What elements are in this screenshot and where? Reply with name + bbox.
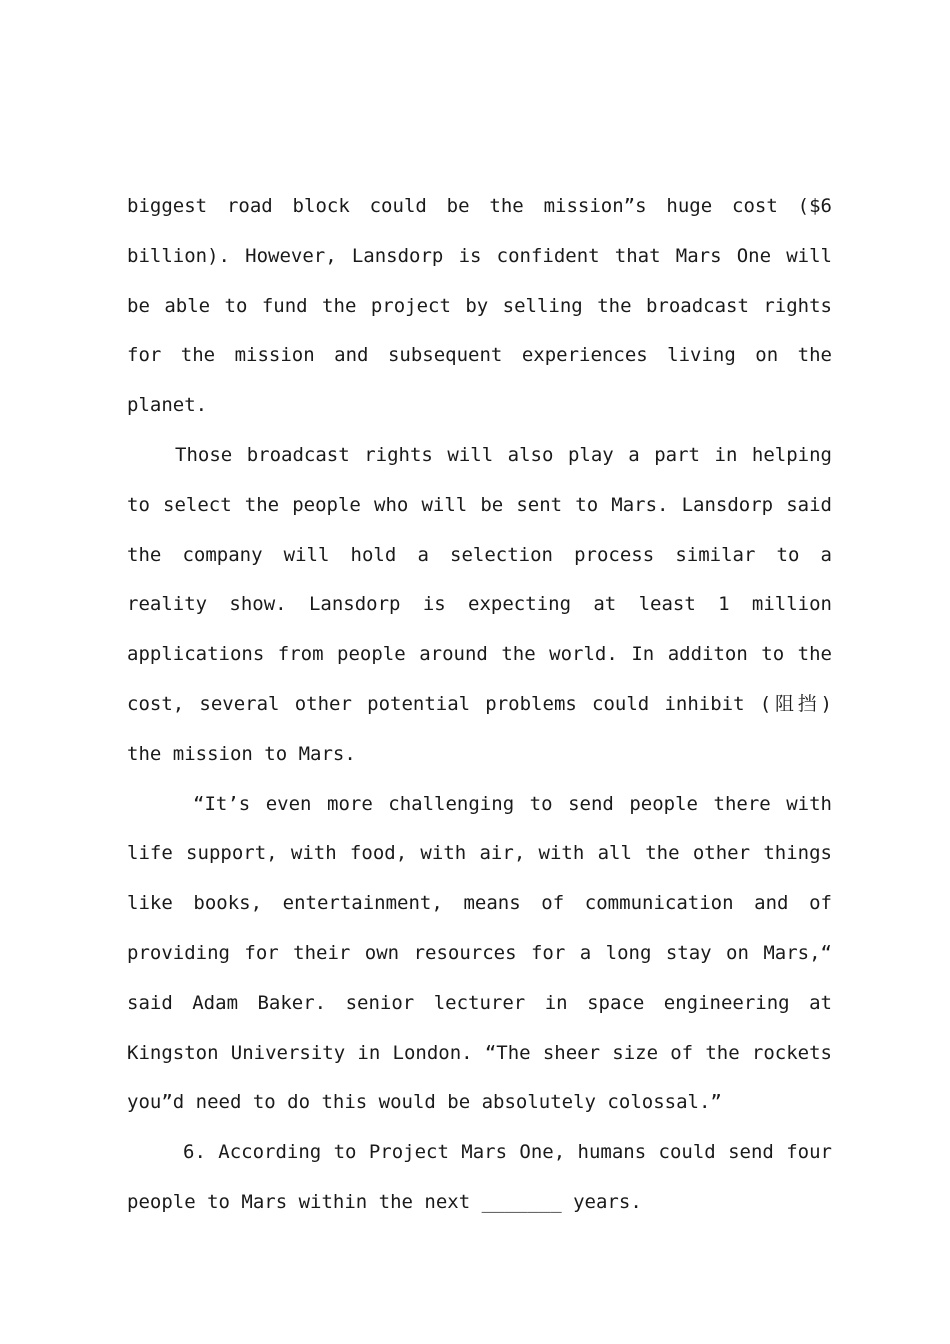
paragraph-broadcast-rights: Those broadcast rights will also play a part in helping to select the people who will be sent to Mars. Lansdorp said the company will hold a selection process similar to a reality show. Lansdorp is expecting at least 1 million applications from people around the world. In additon to the cost, several other potential problems could inhibit (阻挡) the mission to Mars. [127,443,832,765]
paragraph-quote-adam-baker: “It’s even more challenging to send people there with life support, with food, with air, with all the other things like books, entertainment, means of communication and of providing for their own resources for a long stay on Mars,“ said Adam Baker. senior lecturer in space engineering at Kingston University in London. “The sheer size of the rockets you”d need to do this would be absolutely colossal.” [127,792,832,1114]
paragraph-cost: biggest road block could be the mission”s huge cost ($6 billion). However, Lansdorp is confident that Mars One will be able to fund the project by selling the broadcast rights for the mission and subsequent experiences living on the planet. [127,195,832,417]
question-6: 6. According to Project Mars One, humans could send four people to Mars within the next _______ years. [127,1141,832,1213]
document-page [127,182,832,1228]
